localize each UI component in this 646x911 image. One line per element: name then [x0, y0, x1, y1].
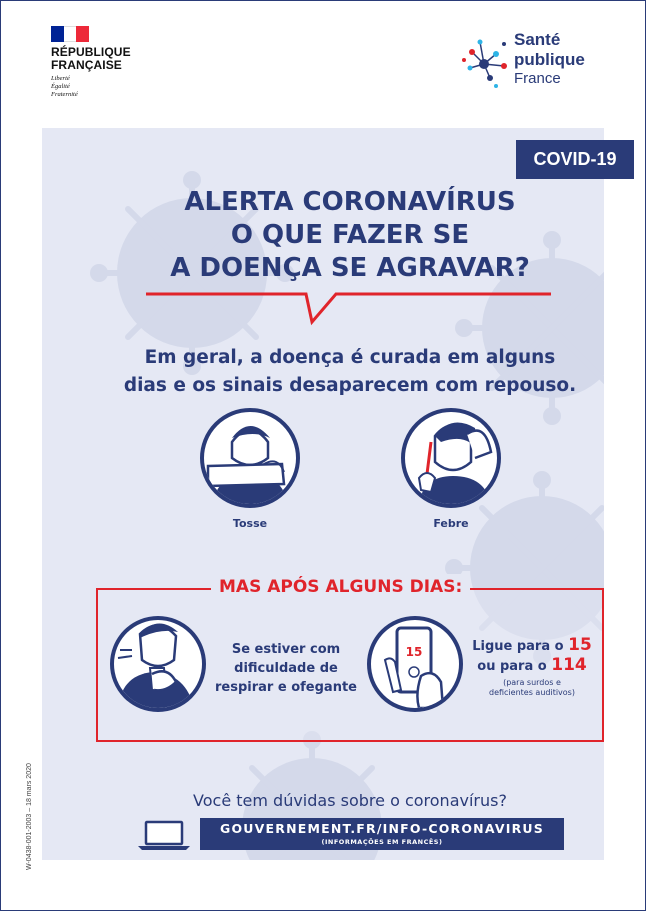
covid-badge: COVID-19	[516, 140, 634, 179]
molecule-icon	[460, 24, 512, 104]
phone-screen-number: 15	[405, 645, 423, 659]
fever-illustration	[401, 408, 501, 508]
republique-francaise-logo	[51, 26, 151, 99]
info-url-link[interactable]	[200, 818, 564, 850]
breathing-difficulty-icon	[114, 620, 202, 708]
questions-text: Você tem dúvidas sobre o coronavírus?	[193, 791, 507, 810]
call-note: (para surdos e deficientes auditivos)	[489, 678, 575, 697]
french-flag-icon	[51, 26, 89, 42]
breathing-difficulty-illustration	[110, 616, 206, 712]
cough-illustration	[200, 408, 300, 508]
breathing-difficulty-text: Se estiver com dificuldade de respirar e ofegante	[215, 642, 357, 695]
document-reference: W-0438-001-2003 – 18 mars 2020	[26, 763, 33, 870]
emergency-number-114: 114	[551, 655, 587, 675]
republic-name: RÉPUBLIQUE FRANÇAISE	[51, 45, 131, 72]
phone-icon	[371, 620, 459, 708]
emergency-number-15: 15	[568, 635, 592, 655]
republic-motto: Liberté Égalité Fraternité	[51, 75, 78, 98]
url-text: GOUVERNEMENT.FR/INFO-CORONAVIRUS	[220, 821, 544, 836]
intro-text: Em geral, a doença é curada em alguns dias e os sinais desaparecem com repouso.	[123, 347, 577, 396]
laptop-icon	[136, 820, 192, 850]
speech-bubble-line	[146, 288, 556, 328]
sante-publique-france-logo	[460, 24, 610, 104]
agency-name: Santé publique France	[514, 30, 585, 87]
symptom-label-febre: Febre	[433, 517, 469, 530]
warning-title: MAS APÓS ALGUNS DIAS:	[211, 574, 470, 600]
url-note: (INFORMAÇÕES EM FRANCÊS)	[321, 838, 443, 846]
cough-icon	[204, 412, 296, 504]
phone-call-illustration	[367, 616, 463, 712]
fever-icon	[405, 412, 497, 504]
call-instruction-text: Ligue para o 15 ou para o 114 (para surdos e deficientes auditivos)	[468, 636, 596, 698]
page-title: ALERTA CORONAVÍRUS O QUE FAZER SE A DOENÇA SE AGRAVAR?	[170, 187, 530, 283]
symptom-label-tosse: Tosse	[232, 517, 268, 530]
